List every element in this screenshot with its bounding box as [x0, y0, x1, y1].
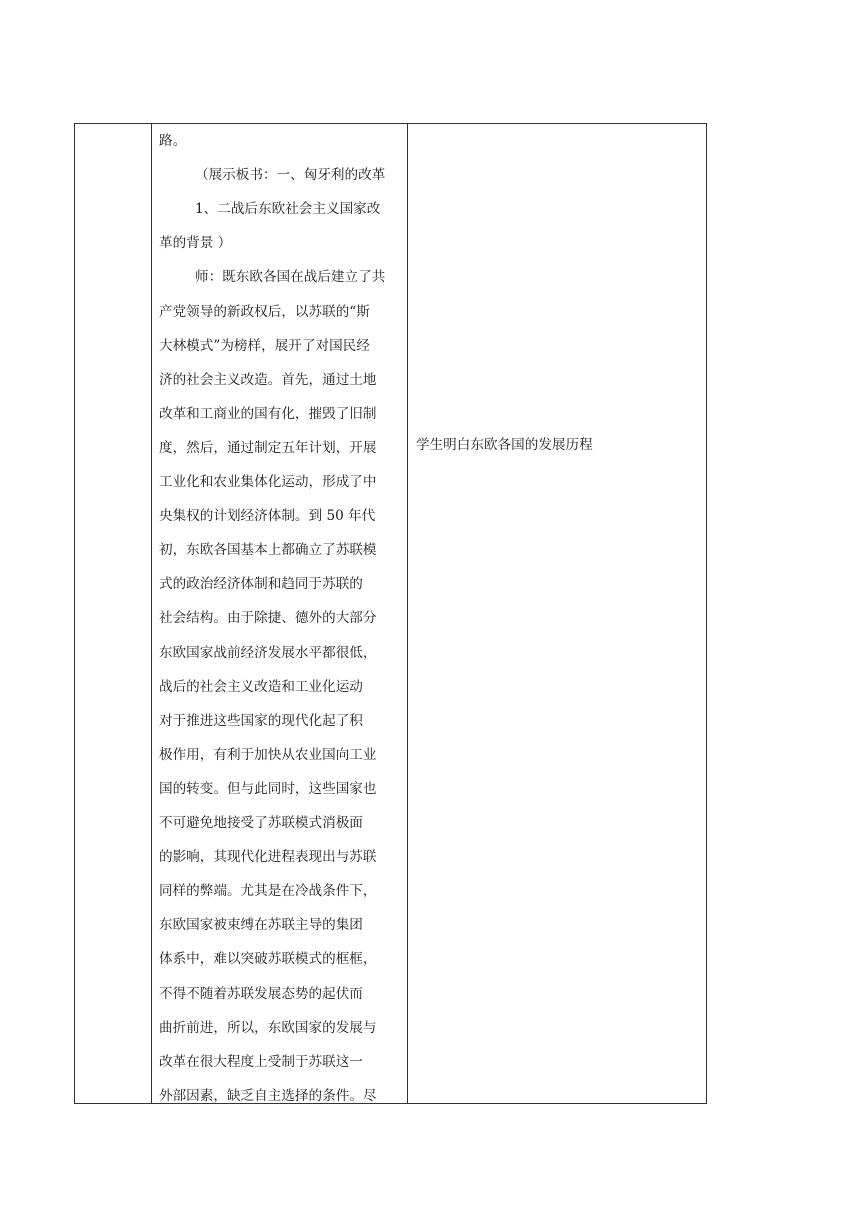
column-divider-left	[151, 124, 152, 1103]
paragraph-line: 战后的社会主义改造和工业化运动	[159, 678, 363, 695]
paragraph-line: 师：既东欧各国在战后建立了共	[195, 269, 386, 286]
paragraph-line: 路。	[159, 133, 187, 149]
paragraph-line: 不可避免地接受了苏联模式消极面	[159, 815, 363, 831]
paragraph-line: 的影响，其现代化进程表现出与苏联	[159, 849, 377, 866]
paragraph-line: 极作用，有利于加快从农业国向工业	[159, 746, 377, 763]
paragraph-line: 曲折前进，所以，东欧国家的发展与	[159, 1019, 377, 1036]
paragraph-line: 革的背景 ）	[159, 235, 232, 252]
paragraph-line: 初，东欧各国基本上都确立了苏联模	[159, 542, 377, 559]
paragraph-line: 国的转变。但与此同时，这些国家也	[159, 780, 377, 797]
paragraph-line: 东欧国家战前经济发展水平都很低，	[159, 644, 377, 661]
paragraph-line: 社会结构。由于除捷、德外的大部分	[159, 610, 377, 627]
column-divider-right	[407, 124, 408, 1103]
paragraph-line: 产党领导的新政权后，以苏联的“斯	[159, 303, 370, 320]
paragraph-line: 体系中，难以突破苏联模式的框框，	[159, 951, 377, 968]
paragraph-line: 改革在很大程度上受制于苏联这一	[159, 1053, 363, 1070]
paragraph-line: 度，然后，通过制定五年计划，开展	[159, 439, 377, 456]
paragraph-line: 式的政治经济体制和趋同于苏联的	[159, 576, 363, 593]
paragraph-line: 外部因素，缺乏自主选择的条件。尽	[159, 1087, 377, 1104]
paragraph-line: 央集权的计划经济体制。到 50 年代	[159, 508, 376, 525]
lesson-plan-table	[74, 123, 707, 1104]
paragraph-line: 大林模式”为榜样，展开了对国民经	[159, 337, 370, 354]
paragraph-line: （展示板书：一、匈牙利的改革	[195, 167, 386, 184]
paragraph-line: 对于推进这些国家的现代化起了积	[159, 712, 363, 729]
paragraph-line: 改革和工商业的国有化，摧毁了旧制	[159, 405, 377, 422]
paragraph-line: 1、二战后东欧社会主义国家改	[195, 201, 381, 218]
paragraph-line: 东欧国家被束缚在苏联主导的集团	[159, 917, 363, 934]
paragraph-line: 不得不随着苏联发展态势的起伏而	[159, 985, 363, 1002]
paragraph-line: 同样的弊端。尤其是在冷战条件下，	[159, 883, 377, 900]
paragraph-line: 工业化和农业集体化运动，形成了中	[159, 474, 377, 490]
paragraph-line: 济的社会主义改造。首先，通过土地	[159, 371, 377, 388]
student-activity-note: 学生明白东欧各国的发展历程	[416, 437, 593, 453]
